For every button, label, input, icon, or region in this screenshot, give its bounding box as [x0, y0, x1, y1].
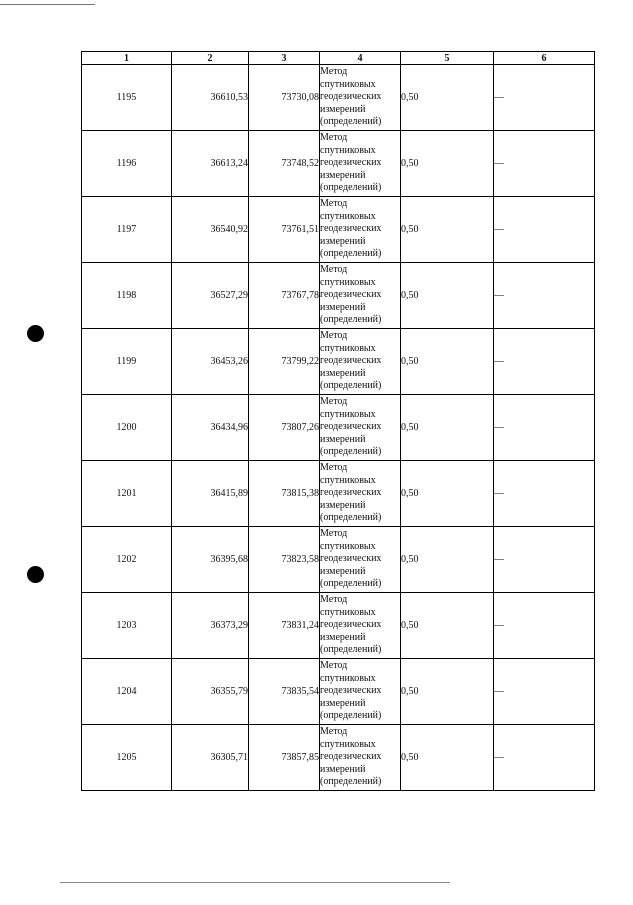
point-number-cell: 1195 [82, 65, 172, 131]
note-cell: — [494, 197, 595, 263]
x-coordinate-cell: 36395,68 [172, 527, 249, 593]
note-cell: — [494, 659, 595, 725]
scan-border-line-top [0, 4, 95, 5]
method-text-line: (определений) [320, 116, 382, 128]
table-body [82, 65, 595, 791]
method-text-line: измерений [320, 565, 366, 577]
accuracy-cell: 0,50 [401, 395, 494, 461]
accuracy-cell: 0,50 [401, 329, 494, 395]
y-coordinate-cell: 73799,22 [249, 329, 320, 395]
y-coordinate-cell: 73835,54 [249, 659, 320, 725]
x-coordinate-cell: 36453,26 [172, 329, 249, 395]
method-text-line: измерений [320, 301, 366, 313]
point-number-cell: 1201 [82, 461, 172, 527]
method-text-line: (определений) [320, 776, 382, 788]
accuracy-cell: 0,50 [401, 461, 494, 527]
x-coordinate-cell: 36613,24 [172, 131, 249, 197]
point-number-cell: 1205 [82, 725, 172, 791]
method-text-line: спутниковых [320, 144, 376, 156]
point-number-cell: 1196 [82, 131, 172, 197]
method-text-line: спутниковых [320, 342, 376, 354]
method-text-line: геодезических [320, 91, 382, 103]
method-text-line: геодезических [320, 553, 382, 565]
method-text-line: измерений [320, 169, 366, 181]
method-text-line: спутниковых [320, 738, 376, 750]
accuracy-cell: 0,50 [401, 131, 494, 197]
method-text-line: (определений) [320, 512, 382, 524]
accuracy-cell: 0,50 [401, 65, 494, 131]
note-cell: — [494, 329, 595, 395]
column-header-1: 1 [82, 52, 172, 65]
y-coordinate-cell: 73807,26 [249, 395, 320, 461]
method-text-line: геодезических [320, 223, 382, 235]
method-text-line: Метод [320, 198, 348, 210]
column-header-6: 6 [494, 52, 595, 65]
method-text-line: геодезических [320, 421, 382, 433]
method-cell [320, 197, 401, 263]
note-cell: — [494, 263, 595, 329]
method-text-line: Метод [320, 66, 348, 78]
method-text-line: спутниковых [320, 672, 376, 684]
table-row [82, 65, 595, 131]
point-number-cell: 1202 [82, 527, 172, 593]
method-text-line: (определений) [320, 578, 382, 590]
x-coordinate-cell: 36305,71 [172, 725, 249, 791]
column-header-3: 3 [249, 52, 320, 65]
method-text-line: измерений [320, 631, 366, 643]
method-text-line: Метод [320, 330, 348, 342]
point-number-cell: 1198 [82, 263, 172, 329]
note-cell: — [494, 725, 595, 791]
method-cell [320, 593, 401, 659]
method-text-line: Метод [320, 462, 348, 474]
note-cell: — [494, 593, 595, 659]
method-text-line: измерений [320, 103, 366, 115]
method-text-line: спутниковых [320, 210, 376, 222]
method-cell [320, 725, 401, 791]
y-coordinate-cell: 73748,52 [249, 131, 320, 197]
point-number-cell: 1200 [82, 395, 172, 461]
y-coordinate-cell: 73857,85 [249, 725, 320, 791]
method-text-line: (определений) [320, 644, 382, 656]
method-text-line: геодезических [320, 685, 382, 697]
coordinates-table [81, 51, 595, 791]
method-text-line: геодезических [320, 619, 382, 631]
method-cell [320, 527, 401, 593]
table-header-row [82, 52, 595, 65]
table-row [82, 461, 595, 527]
method-text-line: Метод [320, 528, 348, 540]
method-text-line: измерений [320, 499, 366, 511]
method-text-line: (определений) [320, 182, 382, 194]
method-cell [320, 659, 401, 725]
punch-hole-mark-upper [27, 325, 44, 342]
y-coordinate-cell: 73730,08 [249, 65, 320, 131]
table-row [82, 329, 595, 395]
y-coordinate-cell: 73761,51 [249, 197, 320, 263]
method-text-line: (определений) [320, 248, 382, 260]
method-text-line: измерений [320, 763, 366, 775]
method-text-line: геодезических [320, 289, 382, 301]
method-text-line: спутниковых [320, 78, 376, 90]
table-row [82, 725, 595, 791]
method-text-line: спутниковых [320, 474, 376, 486]
x-coordinate-cell: 36373,29 [172, 593, 249, 659]
table-row [82, 593, 595, 659]
method-cell [320, 263, 401, 329]
method-cell [320, 461, 401, 527]
method-text-line: (определений) [320, 710, 382, 722]
accuracy-cell: 0,50 [401, 197, 494, 263]
y-coordinate-cell: 73815,38 [249, 461, 320, 527]
x-coordinate-cell: 36434,96 [172, 395, 249, 461]
y-coordinate-cell: 73767,78 [249, 263, 320, 329]
method-text-line: измерений [320, 697, 366, 709]
x-coordinate-cell: 36540,92 [172, 197, 249, 263]
column-header-4: 4 [320, 52, 401, 65]
method-text-line: Метод [320, 132, 348, 144]
method-text-line: Метод [320, 660, 348, 672]
column-header-2: 2 [172, 52, 249, 65]
accuracy-cell: 0,50 [401, 263, 494, 329]
method-text-line: спутниковых [320, 606, 376, 618]
method-text-line: измерений [320, 367, 366, 379]
method-text-line: Метод [320, 264, 348, 276]
method-text-line: измерений [320, 433, 366, 445]
method-text-line: геодезических [320, 751, 382, 763]
method-text-line: (определений) [320, 446, 382, 458]
method-text-line: (определений) [320, 314, 382, 326]
y-coordinate-cell: 73823,58 [249, 527, 320, 593]
method-text-line: Метод [320, 396, 348, 408]
x-coordinate-cell: 36610,53 [172, 65, 249, 131]
point-number-cell: 1203 [82, 593, 172, 659]
y-coordinate-cell: 73831,24 [249, 593, 320, 659]
point-number-cell: 1199 [82, 329, 172, 395]
method-text-line: геодезических [320, 355, 382, 367]
note-cell: — [494, 461, 595, 527]
table-row [82, 659, 595, 725]
accuracy-cell: 0,50 [401, 725, 494, 791]
point-number-cell: 1204 [82, 659, 172, 725]
method-text-line: спутниковых [320, 276, 376, 288]
accuracy-cell: 0,50 [401, 659, 494, 725]
method-text-line: спутниковых [320, 540, 376, 552]
accuracy-cell: 0,50 [401, 527, 494, 593]
point-number-cell: 1197 [82, 197, 172, 263]
method-text-line: Метод [320, 594, 348, 606]
note-cell: — [494, 65, 595, 131]
note-cell: — [494, 395, 595, 461]
table-row [82, 263, 595, 329]
method-text-line: измерений [320, 235, 366, 247]
scan-border-line-bottom [60, 882, 450, 883]
method-text-line: Метод [320, 726, 348, 738]
table-row [82, 131, 595, 197]
note-cell: — [494, 131, 595, 197]
table-row [82, 527, 595, 593]
method-cell [320, 395, 401, 461]
column-header-5: 5 [401, 52, 494, 65]
method-cell [320, 65, 401, 131]
punch-hole-mark-lower [27, 566, 44, 583]
method-text-line: геодезических [320, 157, 382, 169]
table-row [82, 395, 595, 461]
method-text-line: геодезических [320, 487, 382, 499]
method-text-line: спутниковых [320, 408, 376, 420]
note-cell: — [494, 527, 595, 593]
x-coordinate-cell: 36415,89 [172, 461, 249, 527]
method-cell [320, 329, 401, 395]
table-row [82, 197, 595, 263]
method-text-line: (определений) [320, 380, 382, 392]
x-coordinate-cell: 36355,79 [172, 659, 249, 725]
x-coordinate-cell: 36527,29 [172, 263, 249, 329]
accuracy-cell: 0,50 [401, 593, 494, 659]
method-cell [320, 131, 401, 197]
